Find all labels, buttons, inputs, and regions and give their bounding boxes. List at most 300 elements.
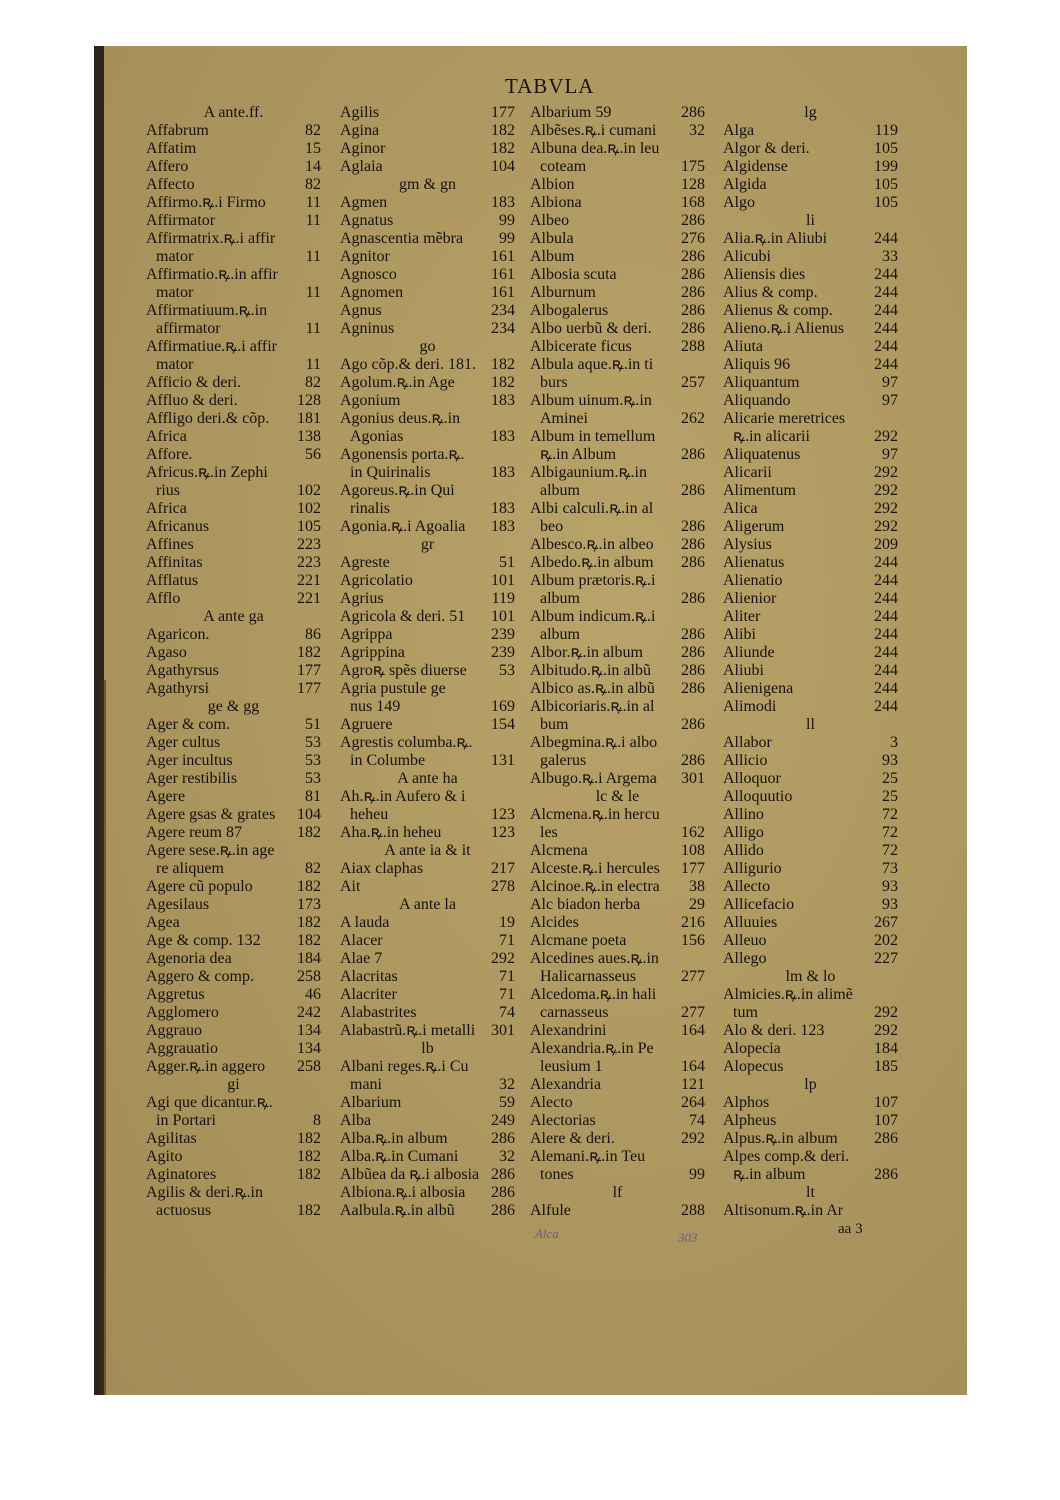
- entry-page-number: 264: [681, 1094, 705, 1111]
- index-entry: [146, 266, 321, 284]
- entry-term: Algida: [723, 176, 767, 193]
- index-entry: [146, 644, 321, 662]
- index-entry: [146, 896, 321, 914]
- index-entry: [146, 212, 321, 230]
- entry-term: A ante ha: [397, 770, 458, 787]
- entry-page-number: 234: [491, 320, 515, 337]
- section-heading: [340, 1040, 515, 1058]
- index-entry: [723, 428, 898, 446]
- index-entry: [530, 1148, 705, 1166]
- index-entry: [146, 140, 321, 158]
- entry-term: Ait: [340, 878, 361, 895]
- entry-term: Agnitor: [340, 248, 390, 265]
- index-entry: [530, 734, 705, 752]
- index-entry: [146, 950, 321, 968]
- index-entry: [146, 122, 321, 140]
- entry-term: Algidense: [723, 158, 788, 175]
- handwritten-note: Alca: [535, 1226, 559, 1241]
- entry-term: Alligo: [723, 824, 764, 841]
- index-entry: [723, 1004, 898, 1022]
- entry-term: Alba: [340, 1112, 372, 1129]
- entry-term: ꝶ.in album: [733, 1166, 806, 1183]
- index-entry: [340, 680, 515, 698]
- index-entry: [530, 842, 705, 860]
- entry-term: Alacritas: [340, 968, 398, 985]
- index-entry: [146, 464, 321, 482]
- entry-page-number: 292: [874, 500, 898, 517]
- index-entry: [340, 824, 515, 842]
- entry-page-number: 53: [499, 662, 515, 679]
- entry-term: Albitudo.ꝶ.in albũ: [530, 662, 651, 679]
- index-entry: [340, 1094, 515, 1112]
- index-entry: [340, 428, 515, 446]
- entry-term: mator: [156, 248, 194, 265]
- entry-term: Alcmane poeta: [530, 932, 627, 949]
- entry-page-number: 25: [882, 770, 898, 787]
- entry-page-number: 182: [297, 824, 321, 841]
- index-entry: [723, 986, 898, 1004]
- index-entry: [340, 266, 515, 284]
- entry-term: Alectorias: [530, 1112, 596, 1129]
- index-entry: [723, 356, 898, 374]
- entry-page-number: 182: [491, 356, 515, 373]
- entry-page-number: 99: [499, 230, 515, 247]
- index-entry: [146, 716, 321, 734]
- entry-page-number: 25: [882, 788, 898, 805]
- entry-page-number: 292: [874, 428, 898, 445]
- entry-term: gm & gn: [399, 176, 456, 193]
- entry-term: Almicies.ꝶ.in alimẽ: [723, 986, 853, 1003]
- entry-term: Alleuo: [723, 932, 767, 949]
- entry-page-number: 19: [499, 914, 515, 931]
- entry-term: Alexandrini: [530, 1022, 607, 1039]
- entry-term: mator: [156, 284, 194, 301]
- index-entry: [530, 500, 705, 518]
- index-entry: [723, 1112, 898, 1130]
- page-title: TABVLA: [505, 74, 595, 98]
- entry-term: tones: [540, 1166, 574, 1183]
- entry-page-number: 119: [874, 122, 898, 139]
- entry-term: Albicerate ficus: [530, 338, 632, 355]
- entry-term: Alopecia: [723, 1040, 781, 1057]
- index-entry: [530, 248, 705, 266]
- index-entry: [723, 1130, 898, 1148]
- entry-page-number: 102: [297, 482, 321, 499]
- entry-page-number: 73: [882, 860, 898, 877]
- entry-page-number: 244: [874, 644, 898, 661]
- index-entry: [723, 302, 898, 320]
- index-entry: [146, 320, 321, 338]
- entry-page-number: 93: [882, 896, 898, 913]
- index-entry: [530, 1166, 705, 1184]
- entry-page-number: 105: [874, 176, 898, 193]
- entry-page-number: 8: [313, 1112, 321, 1129]
- entry-page-number: 105: [297, 518, 321, 535]
- entry-page-number: 104: [297, 806, 321, 823]
- entry-page-number: 286: [681, 104, 705, 121]
- entry-page-number: 81: [305, 788, 321, 805]
- entry-page-number: 11: [305, 212, 321, 229]
- index-entry: [530, 410, 705, 428]
- index-entry: [530, 428, 705, 446]
- entry-term: Albiona: [530, 194, 582, 211]
- entry-term: Agroꝶ spẽs diuerse: [340, 662, 467, 679]
- entry-term: Aliter: [723, 608, 761, 625]
- index-entry: [340, 194, 515, 212]
- entry-term: lp: [804, 1076, 817, 1093]
- index-entry: [530, 1022, 705, 1040]
- section-heading: [340, 896, 515, 914]
- index-entry: [146, 1058, 321, 1076]
- index-entry: [146, 284, 321, 302]
- entry-page-number: 244: [874, 302, 898, 319]
- entry-page-number: 292: [681, 1130, 705, 1147]
- entry-page-number: 11: [305, 284, 321, 301]
- index-entry: [340, 572, 515, 590]
- signature-mark: aa 3: [838, 1221, 863, 1237]
- entry-page-number: 277: [681, 1004, 705, 1021]
- entry-term: Alica: [723, 500, 758, 517]
- entry-page-number: 82: [305, 122, 321, 139]
- entry-term: Aalbula.ꝶ.in albũ: [340, 1202, 455, 1219]
- entry-term: album: [540, 590, 580, 607]
- index-entry: [146, 230, 321, 248]
- entry-term: Alecto: [530, 1094, 573, 1111]
- index-entry: [146, 428, 321, 446]
- entry-page-number: 244: [874, 680, 898, 697]
- index-entry: [146, 572, 321, 590]
- index-entry: [146, 662, 321, 680]
- index-entry: [723, 338, 898, 356]
- entry-term: Albico as.ꝶ.in albũ: [530, 680, 655, 697]
- index-entry: [340, 464, 515, 482]
- entry-term: Alienatio: [723, 572, 783, 589]
- entry-term: A lauda: [340, 914, 390, 931]
- entry-term: heheu: [350, 806, 389, 823]
- entry-term: rinalis: [350, 500, 390, 517]
- entry-term: Albẽses.ꝶ.i cumani: [530, 122, 657, 139]
- entry-term: Allego: [723, 950, 767, 967]
- entry-page-number: 286: [681, 626, 705, 643]
- index-entry: [340, 644, 515, 662]
- index-entry: [530, 932, 705, 950]
- index-entry: [340, 140, 515, 158]
- index-entry: [723, 122, 898, 140]
- index-entry: [340, 752, 515, 770]
- entry-page-number: 221: [297, 572, 321, 589]
- entry-page-number: 183: [491, 392, 515, 409]
- entry-term: Alcmena.ꝶ.in hercu: [530, 806, 660, 823]
- entry-page-number: 292: [874, 482, 898, 499]
- entry-page-number: 286: [681, 284, 705, 301]
- entry-page-number: 286: [681, 716, 705, 733]
- entry-term: Agilis: [340, 104, 380, 121]
- entry-page-number: 286: [681, 482, 705, 499]
- entry-term: Agesilaus: [146, 896, 210, 913]
- entry-term: Agilitas: [146, 1130, 197, 1147]
- entry-term: lc & le: [595, 788, 640, 805]
- entry-page-number: 11: [305, 320, 321, 337]
- entry-page-number: 177: [681, 860, 705, 877]
- entry-page-number: 175: [681, 158, 705, 175]
- entry-page-number: 182: [491, 140, 515, 157]
- index-entry: [146, 1130, 321, 1148]
- index-entry: [146, 788, 321, 806]
- entry-page-number: 104: [491, 158, 515, 175]
- entry-page-number: 138: [297, 428, 321, 445]
- index-entry: [146, 374, 321, 392]
- entry-term: Affligo deri.& cõp.: [146, 410, 270, 427]
- entry-page-number: 11: [305, 356, 321, 373]
- index-entry: [146, 914, 321, 932]
- entry-term: Albi calculi.ꝶ.in al: [530, 500, 654, 517]
- index-entry: [723, 824, 898, 842]
- entry-term: gi: [227, 1076, 240, 1093]
- index-entry: [723, 698, 898, 716]
- entry-term: Allecto: [723, 878, 771, 895]
- entry-term: Alo & deri. 123: [723, 1022, 825, 1039]
- entry-term: Agi que dicantur.ꝶ.: [146, 1094, 273, 1111]
- entry-term: Album: [530, 248, 575, 265]
- index-entry: [530, 572, 705, 590]
- entry-term: Alibi: [723, 626, 756, 643]
- entry-term: Age & comp. 132: [146, 932, 261, 949]
- index-entry: [723, 680, 898, 698]
- index-entry: [723, 230, 898, 248]
- section-heading: [146, 1076, 321, 1094]
- index-entry: [146, 392, 321, 410]
- index-entry: [530, 914, 705, 932]
- entry-term: Album in temellum: [530, 428, 656, 445]
- entry-page-number: 286: [491, 1202, 515, 1219]
- entry-term: Aggrauatio: [146, 1040, 218, 1057]
- index-entry: [723, 1040, 898, 1058]
- index-entry: [530, 806, 705, 824]
- index-entry: [340, 1022, 515, 1040]
- entry-page-number: 53: [305, 734, 321, 751]
- entry-term: Agricola & deri. 51: [340, 608, 466, 625]
- index-entry: [146, 554, 321, 572]
- entry-page-number: 286: [874, 1130, 898, 1147]
- entry-term: mani: [350, 1076, 382, 1093]
- entry-page-number: 162: [681, 824, 705, 841]
- entry-term: Albula: [530, 230, 574, 247]
- index-entry: [723, 860, 898, 878]
- entry-term: Aligerum: [723, 518, 785, 535]
- entry-page-number: 276: [681, 230, 705, 247]
- entry-page-number: 244: [874, 572, 898, 589]
- section-heading: [146, 698, 321, 716]
- index-entry: [146, 752, 321, 770]
- index-entry: [146, 518, 321, 536]
- entry-term: Agonensis porta.ꝶ.: [340, 446, 465, 463]
- entry-page-number: 227: [874, 950, 898, 967]
- entry-page-number: 286: [681, 212, 705, 229]
- entry-term: Africus.ꝶ.in Zephi: [146, 464, 268, 481]
- entry-page-number: 51: [305, 716, 321, 733]
- entry-term: Agnomen: [340, 284, 404, 301]
- index-entry: [146, 500, 321, 518]
- index-entry: [340, 1202, 515, 1220]
- entry-page-number: 177: [491, 104, 515, 121]
- index-entry: [530, 446, 705, 464]
- entry-term: Albũea da ꝶ.i albosia: [340, 1166, 480, 1183]
- entry-term: Agonius deus.ꝶ.in: [340, 410, 461, 427]
- entry-page-number: 301: [491, 1022, 515, 1039]
- entry-page-number: 154: [491, 716, 515, 733]
- entry-term: Aliquatenus: [723, 446, 801, 463]
- index-entry: [340, 482, 515, 500]
- entry-term: Alga: [723, 122, 755, 139]
- index-entry: [340, 608, 515, 626]
- index-entry: [146, 1112, 321, 1130]
- index-entry: [723, 554, 898, 572]
- entry-term: Agonium: [340, 392, 401, 409]
- entry-term: Affore.: [146, 446, 193, 463]
- entry-page-number: 286: [491, 1130, 515, 1147]
- index-entry: [530, 1004, 705, 1022]
- entry-term: Albugo.ꝶ.i Argema: [530, 770, 657, 787]
- index-entry: [530, 338, 705, 356]
- entry-term: coteam: [540, 158, 587, 175]
- index-entry: [340, 788, 515, 806]
- entry-page-number: 184: [874, 1040, 898, 1057]
- entry-term: Alienior: [723, 590, 777, 607]
- index-column-4: [723, 104, 898, 1220]
- entry-page-number: 216: [681, 914, 705, 931]
- entry-page-number: 182: [297, 932, 321, 949]
- entry-term: Agger.ꝶ.in aggero: [146, 1058, 266, 1075]
- index-entry: [340, 230, 515, 248]
- entry-term: Alloquutio: [723, 788, 793, 805]
- entry-page-number: 3: [890, 734, 898, 751]
- index-entry: [340, 1004, 515, 1022]
- entry-term: Aliuta: [723, 338, 763, 355]
- index-entry: [146, 860, 321, 878]
- section-heading: [340, 770, 515, 788]
- entry-page-number: 258: [297, 968, 321, 985]
- entry-term: les: [540, 824, 558, 841]
- index-entry: [723, 536, 898, 554]
- index-entry: [530, 1112, 705, 1130]
- index-entry: [340, 554, 515, 572]
- index-entry: [146, 824, 321, 842]
- section-heading: [340, 536, 515, 554]
- entry-page-number: 119: [491, 590, 515, 607]
- entry-term: Agreste: [340, 554, 390, 571]
- entry-term: Alcinoe.ꝶ.in electra: [530, 878, 660, 895]
- entry-page-number: 14: [305, 158, 321, 175]
- entry-term: Ager incultus: [146, 752, 233, 769]
- entry-term: Allicio: [723, 752, 768, 769]
- entry-page-number: 82: [305, 176, 321, 193]
- entry-term: Album uinum.ꝶ.in: [530, 392, 652, 409]
- index-entry: [340, 320, 515, 338]
- section-heading: [723, 1184, 898, 1202]
- index-entry: [146, 1094, 321, 1112]
- entry-page-number: 239: [491, 626, 515, 643]
- index-entry: [530, 176, 705, 194]
- entry-page-number: 177: [297, 662, 321, 679]
- entry-term: Agnascentia mẽbra: [340, 230, 464, 247]
- index-entry: [146, 1040, 321, 1058]
- entry-page-number: 292: [491, 950, 515, 967]
- entry-term: Alexandria: [530, 1076, 602, 1093]
- entry-term: Agonia.ꝶ.i Agoalia: [340, 518, 466, 535]
- index-entry: [340, 356, 515, 374]
- entry-page-number: 286: [681, 644, 705, 661]
- entry-term: Agito: [146, 1148, 183, 1165]
- entry-page-number: 183: [491, 464, 515, 481]
- entry-term: lf: [612, 1184, 623, 1201]
- section-heading: [723, 1076, 898, 1094]
- entry-page-number: 134: [297, 1022, 321, 1039]
- index-entry: [340, 932, 515, 950]
- index-entry: [530, 122, 705, 140]
- entry-term: Allino: [723, 806, 764, 823]
- entry-term: Aminei: [540, 410, 588, 427]
- entry-term: Alacriter: [340, 986, 397, 1003]
- entry-page-number: 123: [491, 824, 515, 841]
- entry-page-number: 244: [874, 554, 898, 571]
- index-entry: [530, 212, 705, 230]
- index-entry: [340, 1058, 515, 1076]
- entry-page-number: 32: [689, 122, 705, 139]
- index-entry: [340, 914, 515, 932]
- index-entry: [146, 734, 321, 752]
- index-entry: [723, 644, 898, 662]
- index-entry: [146, 986, 321, 1004]
- section-heading: [146, 608, 321, 626]
- entry-term: Africanus: [146, 518, 210, 535]
- entry-term: Affirmatrix.ꝶ.i affir: [146, 230, 276, 247]
- index-entry: [340, 1076, 515, 1094]
- entry-term: mator: [156, 356, 194, 373]
- entry-page-number: 239: [491, 644, 515, 661]
- entry-term: Agninus: [340, 320, 395, 337]
- index-entry: [723, 374, 898, 392]
- entry-page-number: 134: [297, 1040, 321, 1057]
- index-entry: [530, 986, 705, 1004]
- entry-term: Affluo & deri.: [146, 392, 238, 409]
- entry-page-number: 292: [874, 464, 898, 481]
- index-entry: [340, 446, 515, 464]
- index-entry: [340, 1112, 515, 1130]
- index-entry: [530, 140, 705, 158]
- entry-term: Albula aque.ꝶ.in ti: [530, 356, 654, 373]
- entry-term: Ager & com.: [146, 716, 230, 733]
- entry-term: Agathyrsus: [146, 662, 219, 679]
- entry-term: rius: [156, 482, 180, 499]
- entry-page-number: 258: [297, 1058, 321, 1075]
- entry-page-number: 53: [305, 752, 321, 769]
- index-entry: [340, 410, 515, 428]
- entry-term: Alc biadon herba: [530, 896, 641, 913]
- index-entry: [530, 356, 705, 374]
- entry-term: Alimentum: [723, 482, 796, 499]
- index-entry: [146, 194, 321, 212]
- entry-term: Agilis & deri.ꝶ.in: [146, 1184, 263, 1201]
- entry-page-number: 72: [882, 842, 898, 859]
- entry-page-number: 183: [491, 194, 515, 211]
- entry-page-number: 72: [882, 806, 898, 823]
- index-entry: [530, 662, 705, 680]
- entry-term: Agina: [340, 122, 380, 139]
- entry-page-number: 244: [874, 320, 898, 337]
- index-entry: [340, 248, 515, 266]
- entry-term: Alba.ꝶ.in Cumani: [340, 1148, 459, 1165]
- entry-page-number: 131: [491, 752, 515, 769]
